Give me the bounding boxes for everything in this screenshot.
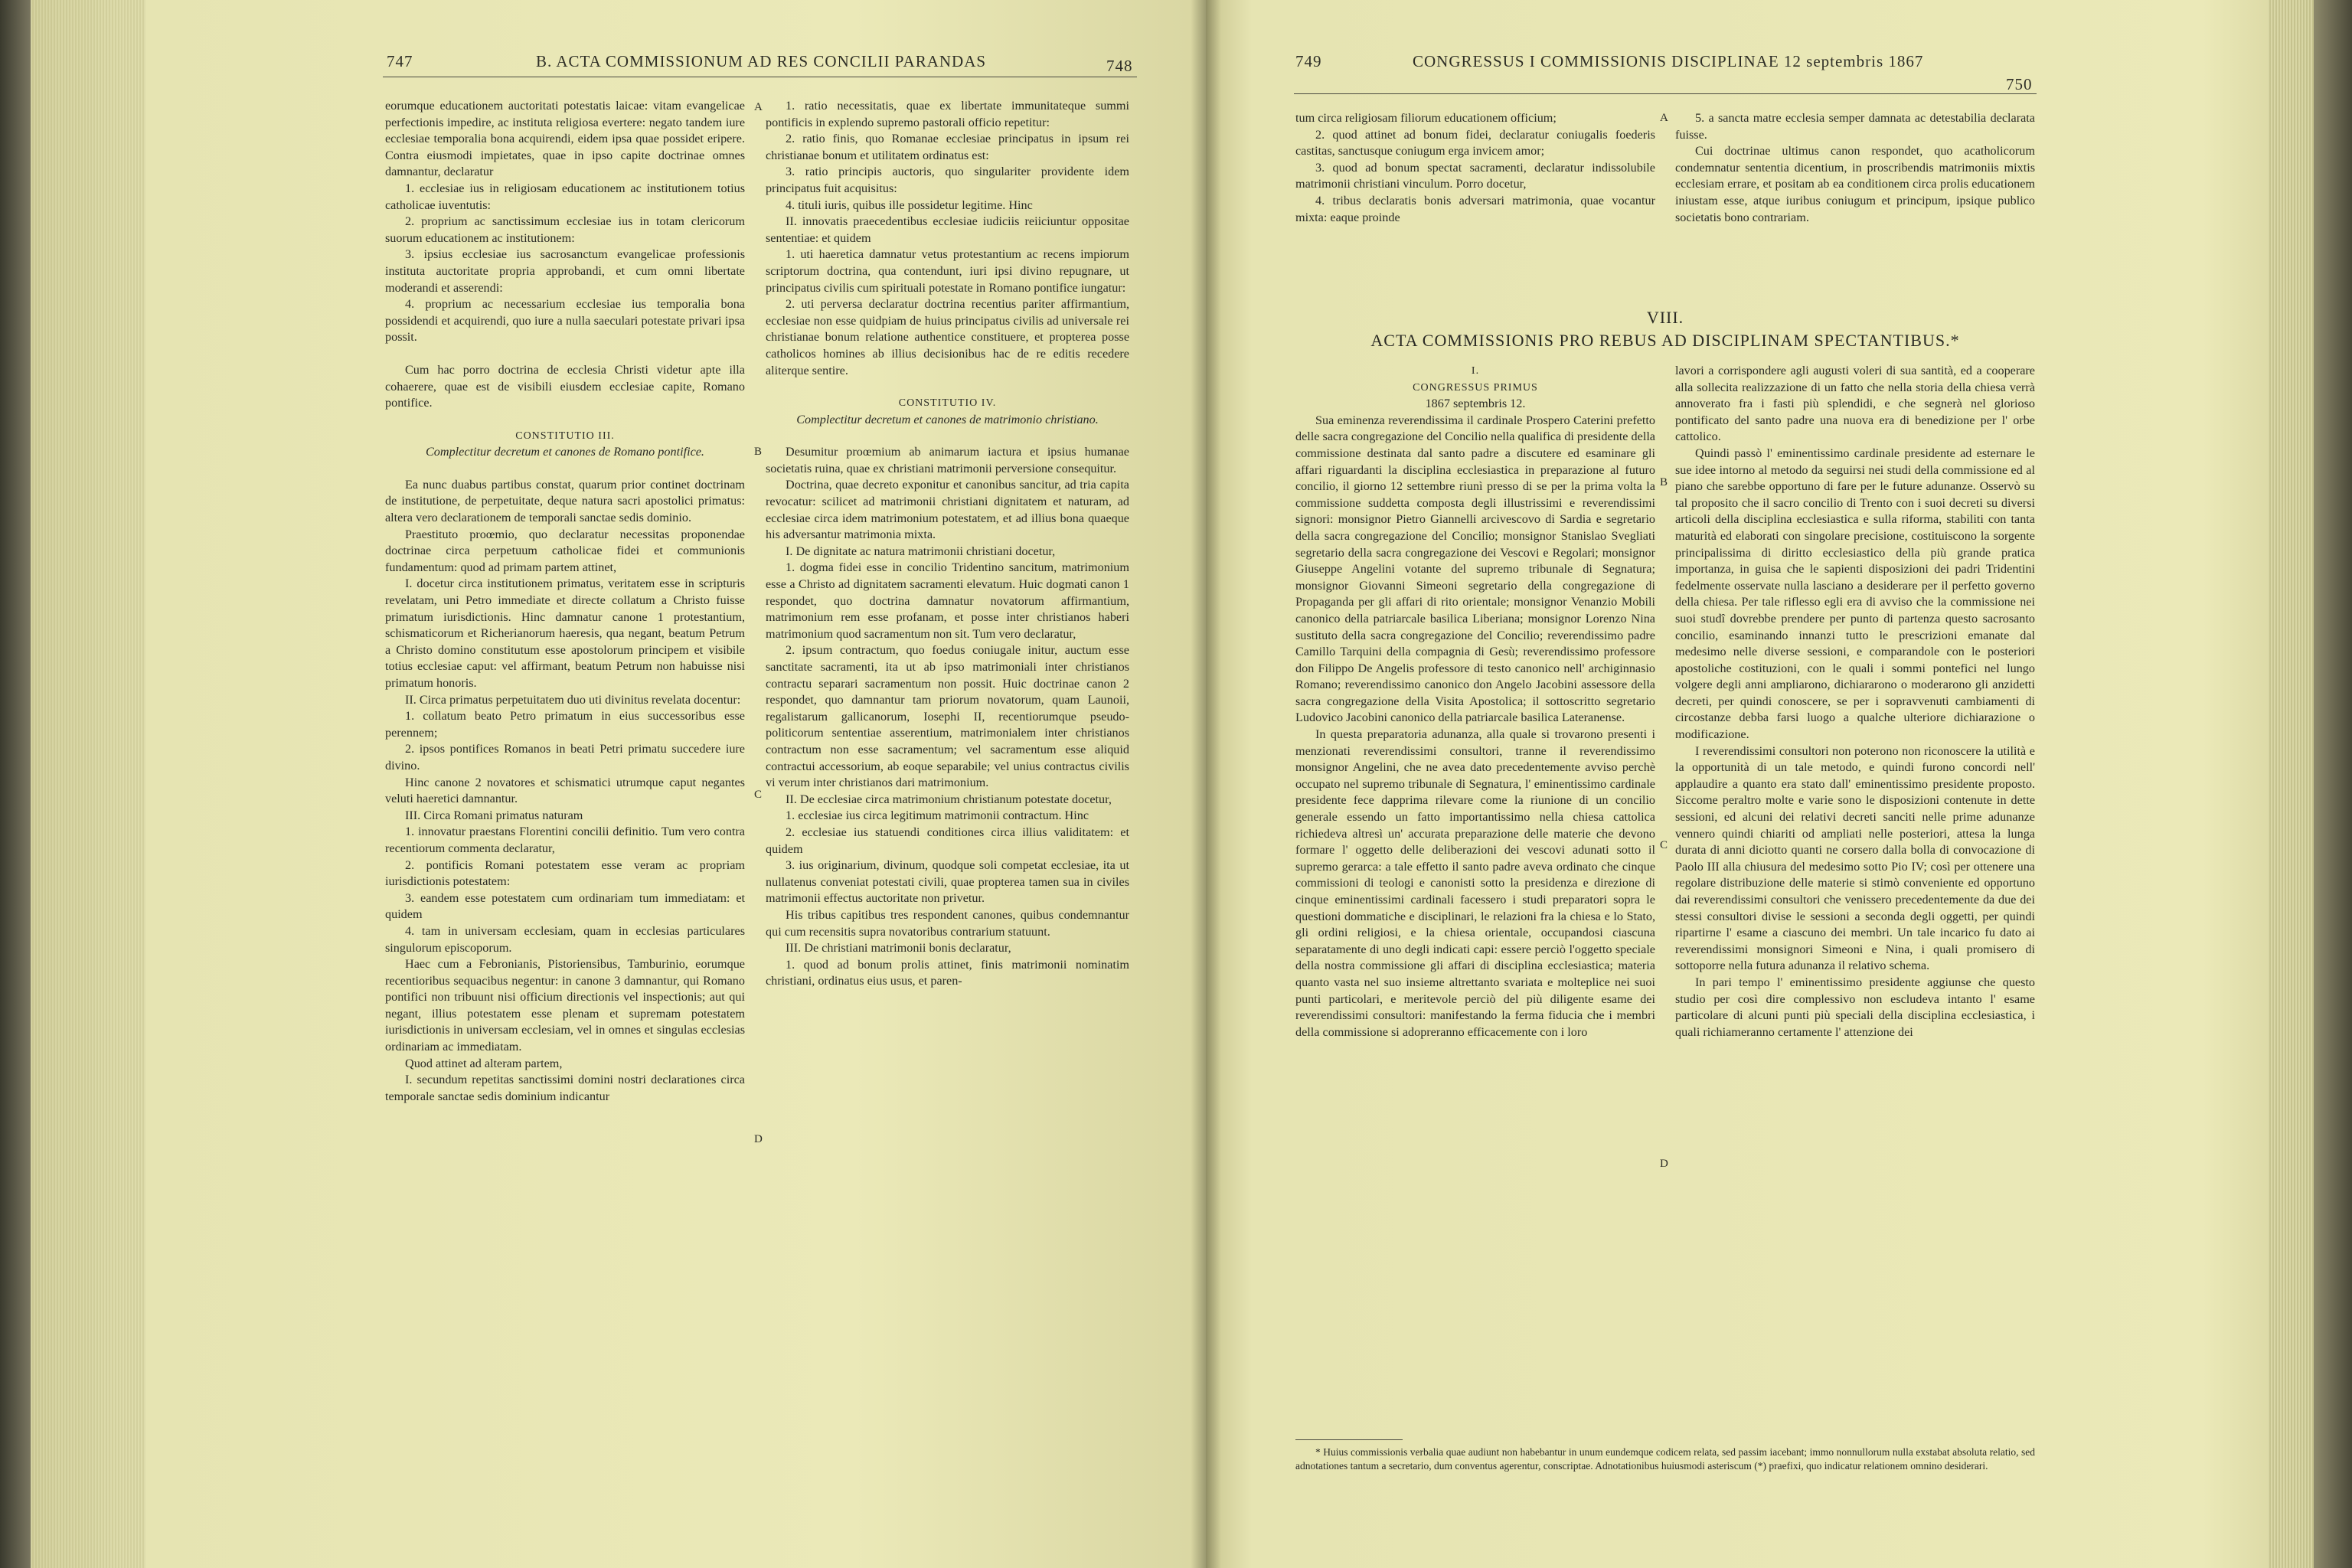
paragraph: 1. collatum beato Petro primatum in eius successoribus esse perennem; xyxy=(385,709,745,740)
section-subtitle: Complectitur decretum et canones de matrimonio christiano. xyxy=(796,412,1099,426)
paragraph: Sua eminenza reverendissima il cardinale Prospero Caterini prefetto delle sacra congregazione del Concilio nella qualifica di presidente della commissione destinata dal santo padre a discutere ed esaminare gli affari riguardanti la disciplina ecclesiastica in preparazione al futuro concilio, il giorno 12 settembre riunì presso di se per la prima volta la commissione suddetta composta degli illustrissimi e reverendissimi signori: monsignor Pietro Giannelli arcivescovo di Sardia e segretario della sacra congregazione del Concilio; monsignor Stanislao Svegliati segretario della sacra congregazione dei Vescovi e Regolari; monsignor Giuseppe Angelini votante del supremo tribunale di Segnatura; monsignor Giovanni Simeoni segretario della congregazione di Propaganda per gli affari di rito orientale; monsignor Venanzio Mobili canonico della patriarcale basilica Liberiana; monsignor Lorenzo Nina sustituto della sacra congregazione del Concilio; reverendissimo padre Camillo Tarquini della compagnia di Gesù; reverendissimo professore don Filippo De Angelis professore di testo canonico nell' archiginnasio Romano; reverendissimo canonico don Angelo Jacobini assessore della sacra congregazione della Visita Apostolica; il sottoscritto segretario Ludovico Jacobini canonico della patriarcale basilica Lateranense. xyxy=(1295,413,1655,725)
paragraph: eorumque educationem auctoritati potestatis laicae: vitam evangelicae perfectionis impedire, ac instituta religiosa evertere: negato tandem iure ecclesiae temporalia bona acquirendi, eidem ipsa quae possidet eripere. Contra eiusmodi impietates, quae in ipso capite doctrinae omnes damnantur, declaratur xyxy=(385,99,745,179)
section-number: VIII. xyxy=(1646,308,1684,327)
section-heading: CONSTITUTIO III. xyxy=(515,430,615,442)
paragraph: 1. ecclesiae ius in religiosam educationem ac institutionem totius catholicae iuventutis: xyxy=(385,181,745,212)
running-head: CONGRESSUS I COMMISSIONIS DISCIPLINAE 12 septembris 1867 xyxy=(1413,52,1924,70)
paragraph: 1. dogma fidei esse in concilio Tridentino sancitum, matrimonium esse a Christo ad dignitatem sacramenti elevatum. Huic dogmati canon 1 respondet, quo doctrina damnatur novatorum affirmantium, matrimonium rem esse profanam, et posse inter christianos haberi matrimonium quod sacramentum non sit. Tum vero declaratur, xyxy=(766,560,1129,641)
paragraph: His tribus capitibus tres respondent canones, quibus condemnantur qui cum recensitis supra novatoribus contrarium statuunt. xyxy=(766,907,1129,939)
page-number: 747 xyxy=(387,52,413,70)
text-column-right-2 xyxy=(1675,363,2035,1040)
paragraph: 3. ipsius ecclesiae ius sacrosanctum evangelicae professionis instituta auctoritate propria approbandi, et cum omni libertate moderandi et asserendi: xyxy=(385,247,745,295)
paragraph: I. De dignitate ac natura matrimonii christiani docetur, xyxy=(786,544,1056,558)
margin-letter: D xyxy=(1660,1158,1668,1170)
page-stack-right xyxy=(2268,0,2314,1568)
paragraph: I reverendissimi consultori non poterono non riconoscere la utilità e la opportunità di un tale metodo, e quindi furono concordi nell' applaudire a quanto era stato dall' eminentissimo presidente proposto. Siccome peraltro molte e varie sono le disposizioni contenute in dette sessioni, ed alcuni dei relativi decreti sanciti nelle prime adunanze vennero quindi chiariti od ampliati nelle posteriori, attesa la lunga durata di anni diciotto quanti ne corsero dalla bolla di convocazione di Paolo III alla chiusura del medesimo sotto Pio IV; così per ottenere una regolare distribuzione delle materie si stimò conveniente ed opportuno dai reverendissimi consultori che venissero precedentemente da due dei stessi consultori divise le sessioni a seconda degli oggetti, per quindi ripartirne l' esame a ciascuno dei membri. Un tale incarico fu dato ai reverendissimi monsignori Simeoni e Nina, i quali promisero di sottoporre nella futura adunanza il relativo schema. xyxy=(1675,743,2035,973)
paragraph: Cui doctrinae ultimus canon respondet, quo acatholicorum condemnatur sententia dicentium, in proscribendis matrimoniis mixtis ecclesiam errare, et positam ab ea conditionem circa prolis educationem iniustam esse, atque iuribus coniugum et principum, ipsique publico societatis bono contrariam. xyxy=(1675,144,2035,224)
paragraph: 1. ecclesiae ius circa legitimum matrimonii contractum. Hinc xyxy=(786,808,1089,823)
page-number: 750 xyxy=(2006,75,2033,93)
section-heading: CONGRESSUS PRIMUS xyxy=(1413,381,1538,394)
paragraph: 2. ecclesiae ius statuendi conditiones circa illius validitatem: et quidem xyxy=(766,825,1129,856)
paragraph: I. docetur circa institutionem primatus, veritatem esse in scripturis revelatam, uni Petro immediate et directe collatum a Christo fuisse primatum iurisdictionis. Hinc damnatur canone 1 protestantium, schismaticorum et Richerianorum haeresis, qua negant, beatum Petrum a Christo domino constitutum esse apostolorum principem et visibile totius ecclesiae caput: vel affirmant, beatum Petrum non habuisse nisi primatum honoris. xyxy=(385,577,745,690)
margin-letter: A xyxy=(754,101,763,113)
paragraph: 4. proprium ac necessarium ecclesiae ius temporalia bona possidendi et acquirendi, quo iure a nulla saeculari potestate privari ipsa possit. xyxy=(385,297,745,345)
text-column-left-2 xyxy=(766,98,1129,990)
page-number: 749 xyxy=(1295,52,1322,70)
paragraph-spacer xyxy=(385,461,745,477)
paragraph: 3. quod ad bonum spectat sacramenti, declaratur indissolubile matrimonii christiani vinculum. Porro docetur, xyxy=(1295,160,1655,191)
footnote-text: * Huius commissionis verbalia quae audiunt non habebantur in unum eundemque codicem relata, sed passim iacebant; immo nonnullorum nulla exstabat absoluta relatio, sed adnotationes tantum a secretario, dum conventus agerentur, conscriptae. Adnotationibus huiusmodi asteriscum (*) praefixi, quo indicatur relationem omnino desiderari. xyxy=(1295,1446,2035,1472)
margin-letter: C xyxy=(1660,839,1668,851)
paragraph: III. De christiani matrimonii bonis declaratur, xyxy=(786,941,1011,956)
page-number: 748 xyxy=(1106,57,1133,75)
paragraph: 2. pontificis Romani potestatem esse veram ac propriam iurisdictionis potestatem: xyxy=(385,858,745,889)
paragraph: Cum hac porro doctrina de ecclesia Christi videtur apte illa cohaerere, quae est de visibili eiusdem ecclesiae capite, Romano pontifice. xyxy=(385,362,745,410)
footnote-rule xyxy=(1295,1439,1403,1440)
paragraph: In questa preparatoria adunanza, alla quale si trovarono presenti i menzionati reverendissimi consultori, tranne il reverendissimo monsignor Angelini, che ne avea dato precedentemente avviso perchè occupato nel supremo tribunale di Segnatura, l' eminentissimo cardinale presidente fece dapprima rilevare come la riunione di un concilio generale essendo un fatto importantissimo nella chiesa cattolica richiedeva altresì un' accurata preparazione delle materie che devono formare l' oggetto delle deliberazioni dei vescovi adunati sotto il supremo gerarca: a tale effetto il santo padre aveva ordinato che cinque commissioni di teologi e canonisti sotto la presidenza e direzione di cinque eminentissimi cardinali facessero i studi preparatori sopra le questioni dommatiche e disciplinari, le relazioni fra la chiesa e lo Stato, gli ordini religiosi, e la chiesa orientale, occupandosi ciascuna separatamente di uno degli indicati capi: essere perciò l'oggetto speciale della nostra commissione gli affari di disciplina ecclesiastica; materia quanto vasta nel suo insieme altrettanto svariata e molteplice nei suoi punti particolari, e meritevole perciò del più diligente esame dei reverendissimi consultori: manifestando la ferma fiducia che i membri della commissione si adopreranno efficacemente con i loro xyxy=(1295,727,1655,1039)
section-heading: I. xyxy=(1471,365,1480,377)
paragraph: Quod attinet ad alteram partem, xyxy=(405,1056,563,1070)
section-heading: CONSTITUTIO IV. xyxy=(898,397,997,410)
paragraph: III. Circa Romani primatus naturam xyxy=(405,808,583,822)
section-title: ACTA COMMISSIONIS PRO REBUS AD DISCIPLINAM SPECTANTIBUS.* xyxy=(1370,331,1960,350)
paragraph: 2. proprium ac sanctissimum ecclesiae ius in totam clericorum suorum educationem ac institutionem: xyxy=(385,214,745,245)
margin-letter: C xyxy=(754,789,763,801)
paragraph: 2. quod attinet ad bonum fidei, declaratur coniugalis foederis castitas, sanctusque coniugum erga invicem amor; xyxy=(1295,127,1655,158)
paragraph: 4. tituli iuris, quibus ille possidetur legitime. Hinc xyxy=(786,198,1033,212)
paragraph: 3. ius originarium, divinum, quodque soli competat ecclesiae, ita ut nullatenus conveniat potestati civili, quae propterea tamen sua in civiles matrimonii effectus auctoritate non privetur. xyxy=(766,858,1129,906)
book-edge-right xyxy=(2314,0,2352,1568)
paragraph: Quindi passò l' eminentissimo cardinale presidente ad esternare le sue idee intorno al metodo da seguirsi nei studi della commissione ed al piano che sarebbe opportuno di fare per le future adunanze. Osservò su tal proposito che il sacro concilio di Trento con i suoi decreti su diversi articoli della disciplina ecclesiastica e sulla riforma, stabiliti con tanta maturità ed elaborati con singolare precisione, costituiscono la sorgente principalissima di diritto ecclesiastico della più grande pratica importanza, in guisa che le sapienti disposizioni dei padri Tridentini fedelmente osservate nulla lasciano a desiderare per il perfetto governo della chiesa. Per tale riflesso egli era di avviso che la commissione nei suoi studî dovrebbe prendere per punto di partenza questo sacrosanto concilio, esaminando innanzi tutto le prescrizioni emanate dal medesimo nelle diverse sessioni, e comparandole con le posteriori apostoliche costituzioni, con le quali i sommi pontefici nel lungo volgere degli anni ampliarono, dichiararono o moderarono gli anzidetti decreti, per quindi conoscere, se per i sopravvenuti cambiamenti di circostanze debba farsi luogo a qualche ulteriore dichiarazione o modificazione. xyxy=(1675,446,2035,742)
paragraph-spacer xyxy=(385,346,745,362)
margin-letter: D xyxy=(754,1133,763,1145)
paragraph: 1. ratio necessitatis, quae ex libertate immunitateque summi pontificis in explendo supremo pastorali officio repetitur: xyxy=(766,99,1129,129)
paragraph: Ea nunc duabus partibus constat, quarum prior continet doctrinam de institutione, de perpetuitate, deque natura sacri apostolici primatus: altera vero declarationem de temporali sanctae sedis dominio. xyxy=(385,477,745,525)
margin-letter: B xyxy=(754,446,763,458)
paragraph: Doctrina, quae decreto exponitur et canonibus sancitur, ad tria capita revocatur: scilicet ad matrimonii christiani dignitatem et naturam, ad ecclesiae circa idem matrimonium potestatem, et ad illius bona quaeque his adversantur matrimonia mixta. xyxy=(766,478,1129,542)
paragraph: Hinc canone 2 novatores et schismatici utrumque caput negantes veluti haeretici damnantur. xyxy=(385,775,745,806)
paragraph: 4. tam in universam ecclesiam, quam in ecclesias particulares singulorum episcoporum. xyxy=(385,923,745,955)
paragraph-spacer xyxy=(766,379,1129,395)
paragraph: 3. eandem esse potestatem cum ordinariam tum immediatam: et quidem xyxy=(385,890,745,922)
section-subtitle: Complectitur decretum et canones de Romano pontifice. xyxy=(426,445,704,459)
paragraph: 5. a sancta matre ecclesia semper damnata ac detestabilia declarata fuisse. xyxy=(1675,111,2035,142)
paragraph: Desumitur proœmium ab animarum iactura et ipsius humanae societatis ruina, quae ex christiani matrimonii perversione consequitur. xyxy=(766,445,1129,475)
margin-letter: A xyxy=(1660,112,1668,124)
paragraph: 4. tribus declaratis bonis adversari matrimonia, quae vocantur mixta: eaque proinde xyxy=(1295,193,1655,224)
paragraph: 1. quod ad bonum prolis attinet, finis matrimonii nominatim christiani, ordinatus eius usus, et paren- xyxy=(766,957,1129,988)
book-gutter xyxy=(1191,0,1221,1568)
paragraph: II. innovatis praecedentibus ecclesiae iudiciis reiiciuntur oppositae sententiae: et quidem xyxy=(766,214,1129,245)
paragraph: II. Circa primatus perpetuitatem duo uti divinitus revelata docentur: xyxy=(405,692,741,707)
paragraph: lavori a corrispondere agli augusti voleri di sua santità, ed a cooperare alla sollecita realizzazione di un fatto che nella storia della chiesa verrà annoverato fra i fasti più splendidi, e che segnerà nel glorioso pontificato del santo padre una nuova era di benedizione per l' orbe cattolico. xyxy=(1675,364,2035,444)
paragraph: tum circa religiosam filiorum educationem officium; xyxy=(1295,111,1557,125)
paragraph: 2. ipsum contractum, quo foedus coniugale initur, auctum esse sanctitate sacramenti, ita ut ab ipso matrimoniali inter christianos contractu separari sacramentum non possit. Huic doctrinae canon 2 respondet, quo damnantur tam priorum novatorum, quam Launoii, regalistarum gallicanorum, Iosephi II, recentiorumque pseudo-politicorum sententiae asserentium, matrimonialem inter christianos contractum non esse sacramentum; vel sacramentum esse aliquid contractui accessorium, ab eoque separabile; vel unius contractus civilis vi verum inter christianos dari matrimonium. xyxy=(766,643,1129,790)
paragraph: 2. ratio finis, quo Romanae ecclesiae principatus in ipsum rei christianae bonum et utilitatem ordinatus est: xyxy=(766,132,1129,162)
text-column-left-1 xyxy=(385,98,745,1105)
paragraph: 3. ratio principis auctoris, quo singulariter providente idem principatus fuit acquisitus: xyxy=(766,165,1129,195)
paragraph: Praestituto proœmio, quo declaratur necessitas proponendae doctrinae circa perpetuum catholicae fidei et communionis fundamentum: quod ad primam partem attinet, xyxy=(385,527,745,574)
header-rule xyxy=(1294,93,2037,94)
running-head: B. ACTA COMMISSIONUM AD RES CONCILII PARANDAS xyxy=(536,52,987,70)
book-edge-left xyxy=(0,0,31,1568)
paragraph: 1. uti haeretica damnatur vetus protestantium ac recens impiorum scriptorum doctrina, qua contendunt, iuri ipsi divino repugnare, ut principatus civilis cum spirituali potestate in Romano pontifice iungatur: xyxy=(766,247,1129,295)
paragraph: I. secundum repetitas sanctissimi domini nostri declarationes circa temporale sanctae sedis dominium indicantur xyxy=(385,1073,745,1103)
paragraph: II. De ecclesiae circa matrimonium christianum potestate docetur, xyxy=(786,792,1112,806)
margin-letter: B xyxy=(1660,476,1668,488)
footnote xyxy=(1295,1446,2035,1473)
text-column-right-top-2 xyxy=(1675,110,2035,226)
paragraph: 2. ipsos pontifices Romanos in beati Petri primatu succedere iure divino. xyxy=(385,742,745,773)
paragraph: In pari tempo l' eminentissimo presidente aggiunse che questo studio per così dire complessivo non escludeva intanto l' esame particolare di alcuni punti più speciali della disciplina ecclesiastica, i quali richiameranno certamente l' attenzione dei xyxy=(1675,975,2035,1039)
paragraph: 1. innovatur praestans Florentini concilii definitio. Tum vero contra recentiorum commenta declaratur, xyxy=(385,825,745,855)
text-column-right-1 xyxy=(1295,363,1655,1040)
paragraph: Haec cum a Febronianis, Pistoriensibus, Tamburinio, eorumque recentioribus sequacibus negentur: in canone 3 damnantur, qui Romano pontifici non tribuunt nisi officium directionis vel inspectionis; aut qui negant, illius potestatem esse plenam et supremam potestatem iurisdictionis in universam ecclesiam, vel in omnes et singulas ecclesias ordinariam ac immediatam. xyxy=(385,957,745,1054)
paragraph-spacer xyxy=(766,428,1129,444)
paragraph-spacer xyxy=(385,412,745,428)
text-column-right-top-1 xyxy=(1295,110,1655,226)
paragraph: 2. uti perversa declaratur doctrina recentius pariter affirmantium, ecclesiae non esse quidpiam de huius principatus civilis ad universale rei christianae bonum relatione authentice constituere, et propterea posse catholicos homines ab illius decisionibus hac de re editis recedere aliterque sentire. xyxy=(766,297,1129,377)
page-stack-left xyxy=(31,0,145,1568)
paragraph: 1867 septembris 12. xyxy=(1425,397,1526,411)
